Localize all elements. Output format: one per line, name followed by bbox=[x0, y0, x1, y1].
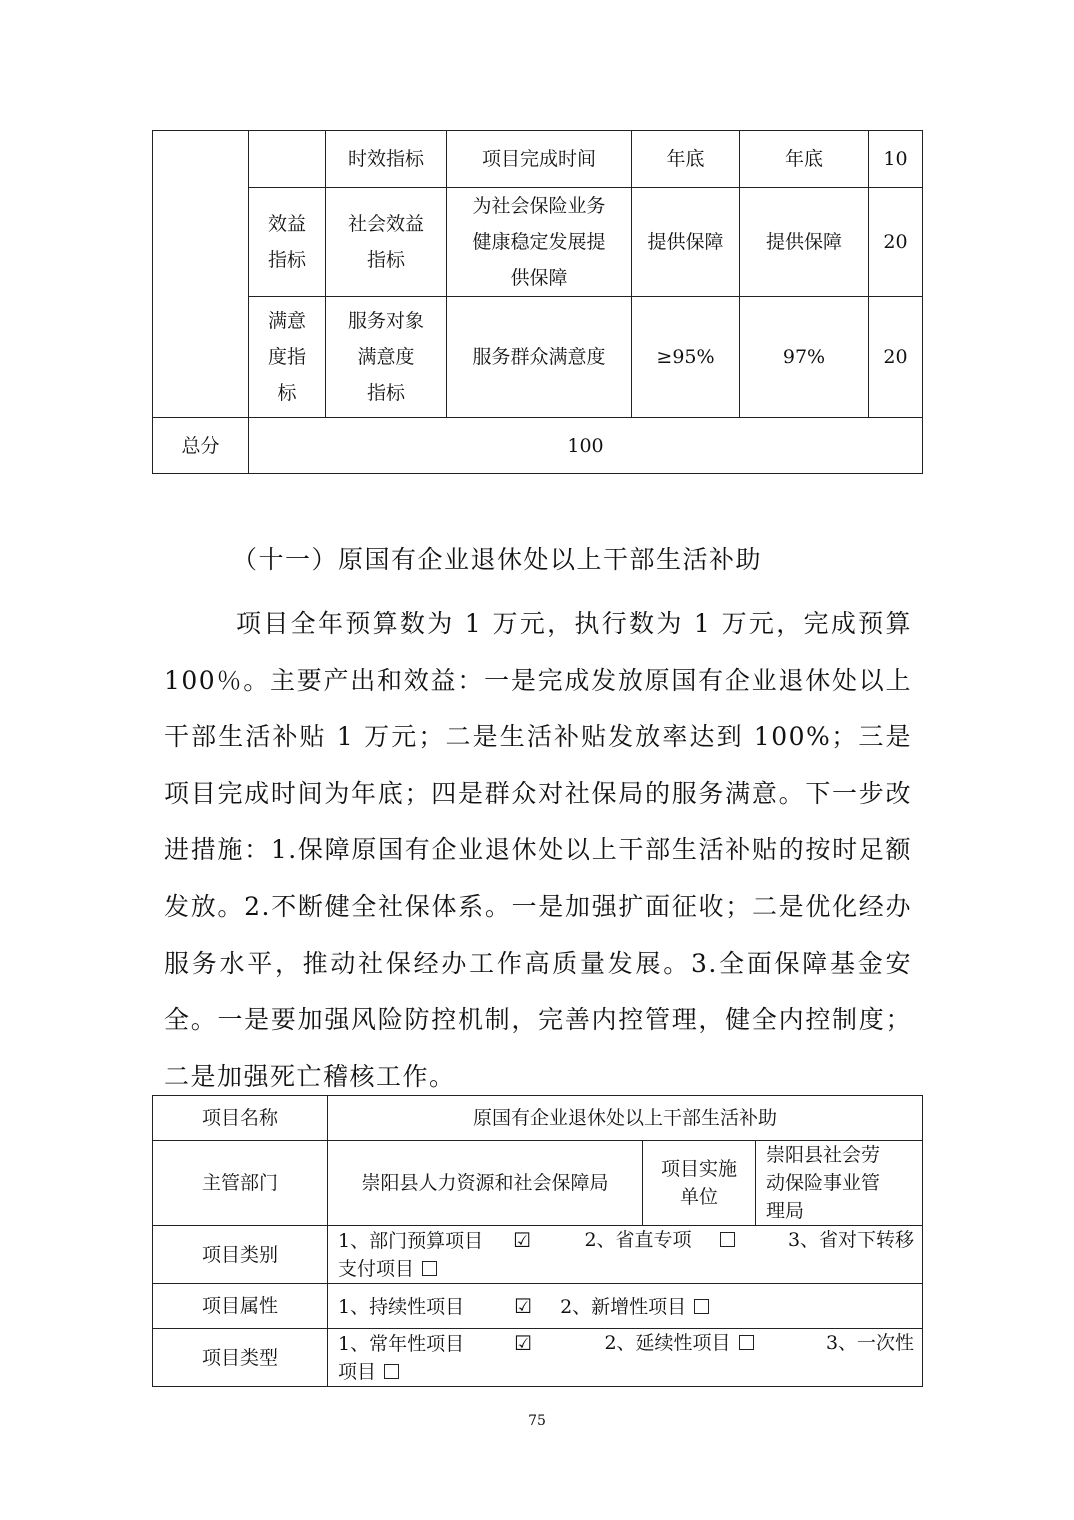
type-option-3: 3、一次性 bbox=[825, 1332, 915, 1354]
blank-cell bbox=[153, 131, 249, 418]
checkbox-icon[interactable] bbox=[694, 1299, 709, 1314]
score: 20 bbox=[869, 297, 923, 418]
indicator-name: 社会效益 指标 bbox=[326, 188, 447, 297]
unit-label: 项目实施 单位 bbox=[643, 1141, 756, 1226]
checkbox-icon[interactable] bbox=[720, 1232, 735, 1247]
section-paragraph: 项目全年预算数为 1 万元，执行数为 1 万元，完成预算 100％。主要产出和效益：一是完成发放原国有企业退休处以上干部生活补贴 1 万元；二是生活补贴发放率达到 100%；三是项目完成时间为年底；四是群众对社保局的服务满意。下一步改进措施：1.保障原国有企业退休处以上干部生活补贴的按时足额发放。2.不断健全社保体系。一是加强扩面征收；二是优化经办服务水平，推动社保经办工作高质量发展。3.全面保障基金安全。一是要加强风险防控机制，完善内控管理，健全内控制度；二是加强死亡稽核工作。 bbox=[164, 609, 912, 1091]
type-option-1: 1、常年性项目 bbox=[338, 1333, 465, 1355]
total-label: 总分 bbox=[153, 418, 249, 474]
blank-cell bbox=[249, 131, 326, 188]
indicator-item: 服务群众满意度 bbox=[447, 297, 632, 418]
category-label: 项目类别 bbox=[153, 1226, 328, 1284]
total-value: 100 bbox=[249, 418, 923, 474]
attr-option-1: 1、持续性项目 bbox=[338, 1295, 465, 1318]
project-name-value: 原国有企业退休处以上干部生活补助 bbox=[328, 1096, 923, 1141]
target-value: 提供保障 bbox=[632, 188, 740, 297]
checkbox-icon[interactable] bbox=[384, 1364, 399, 1379]
indicator-name: 时效指标 bbox=[326, 131, 447, 188]
indicator-name: 服务对象 满意度 指标 bbox=[326, 297, 447, 418]
indicator-item: 为社会保险业务 健康稳定发展提 供保障 bbox=[447, 188, 632, 297]
attr-label: 项目属性 bbox=[153, 1284, 328, 1329]
dept-value: 崇阳县人力资源和社会保障局 bbox=[328, 1141, 643, 1226]
indicator-category: 满意 度指 标 bbox=[249, 297, 326, 418]
type-option-2: 2、延续性项目 bbox=[604, 1332, 731, 1354]
checked-box-icon[interactable]: ☑ bbox=[514, 1331, 533, 1355]
actual-value: 97% bbox=[740, 297, 869, 418]
page-number: 75 bbox=[528, 1413, 546, 1429]
indicator-table-continued bbox=[152, 130, 923, 474]
target-value: 年底 bbox=[632, 131, 740, 188]
checkbox-icon[interactable] bbox=[422, 1261, 437, 1276]
category-options bbox=[328, 1226, 923, 1284]
type-options bbox=[328, 1329, 923, 1387]
unit-value: 崇阳县社会劳 动保险事业管 理局 bbox=[756, 1141, 923, 1226]
project-name-label: 项目名称 bbox=[153, 1096, 328, 1141]
category-option-3: 3、省对下转移 bbox=[787, 1229, 915, 1251]
score: 20 bbox=[869, 188, 923, 297]
type-option-3-cont: 项目 bbox=[338, 1361, 377, 1383]
section-heading: （十一）原国有企业退休处以上干部生活补助 bbox=[232, 545, 763, 574]
type-label: 项目类型 bbox=[153, 1329, 328, 1387]
project-info-table bbox=[152, 1095, 923, 1387]
category-option-3-cont: 支付项目 bbox=[338, 1258, 415, 1280]
checked-box-icon[interactable]: ☑ bbox=[513, 1228, 532, 1252]
checkbox-icon[interactable] bbox=[739, 1335, 754, 1350]
actual-value: 年底 bbox=[740, 131, 869, 188]
attr-option-2: 2、新增性项目 bbox=[560, 1295, 687, 1318]
dept-label: 主管部门 bbox=[153, 1141, 328, 1226]
attr-options bbox=[328, 1284, 923, 1329]
category-option-2: 2、省直专项 bbox=[584, 1229, 692, 1251]
category-option-1: 1、部门预算项目 bbox=[338, 1230, 484, 1252]
checked-box-icon[interactable]: ☑ bbox=[514, 1293, 533, 1318]
indicator-item: 项目完成时间 bbox=[447, 131, 632, 188]
score: 10 bbox=[869, 131, 923, 188]
indicator-category: 效益 指标 bbox=[249, 188, 326, 297]
target-value: ≥95% bbox=[632, 297, 740, 418]
actual-value: 提供保障 bbox=[740, 188, 869, 297]
